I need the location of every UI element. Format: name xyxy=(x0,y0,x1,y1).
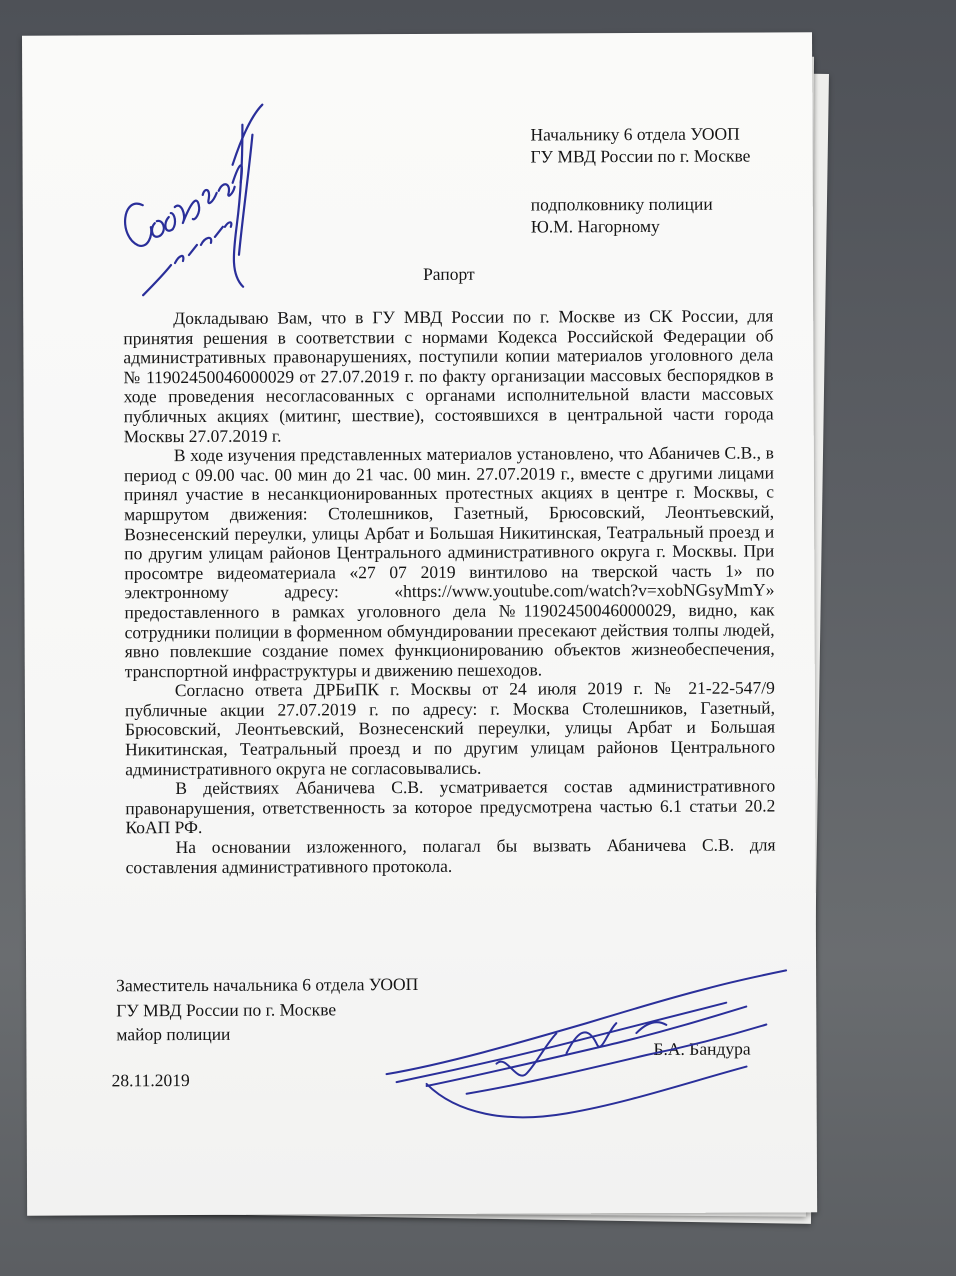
addressee-line: подполковнику полиции xyxy=(530,193,713,215)
body-paragraph: Согласно ответа ДРБиПК г. Москвы от 24 июля 2019 г. № 21-22-547/9 публичные акции 27.07.2019 г. по адресу: г. Москва Столешников, Газетный, Брюсовский, Леонтьевский, Вознесенский переулки, улицы Арбат и Большая Никитинская, Театральный проезд и по другим улицам районов Центрального административного округа не согласовывались. xyxy=(124,677,776,779)
body-paragraph: В ходе изучения представленных материалов установлено, что Абаничев С.В., в период с 09.00 час. 00 мин до 21 час. 00 мин. 27.07.2019 г., вместе с другими лицами принял участие в несанкционированных протестных акциях в центре г. Москвы, с маршрутом движения: Столешников, Газетный, Брюсовский, Леонтьевский, Вознесенский переулки, улицы Арбат и Большая Никитинская, Театральный проезд и по другим улицам районов Центрального административного округа г. Москвы. При просомтре видеоматериала «27 07 2019 винтилово на тверской часть 1» по электронному адресу: «https://www.youtube.com/watch?v=xobNGsyMmY» предоставленного в рамках уголовного дела №11902450046000029, видно, как сотрудники полиции в форменном обмундировании пресекают действия толпы людей, явно повлекшие создание помех функционированию объектов жизнеобеспечения, транспортной инфраструктуры и движению пешеходов. xyxy=(123,442,775,681)
addressee-block xyxy=(530,123,750,238)
signature xyxy=(366,962,807,1124)
body-paragraph: Докладываю Вам, что в ГУ МВД России по г. Москве из СК России, для принятия решения в соответствии с нормами Кодекса Российской Федерации об административных правонарушениях, поступили копии материалов уголовного дела № 11902450046000029 от 27.07.2019 г. по факту организации массовых беспорядков в ходе проведения несогласованных с органами исполнительной власти массовых публичных акциях (митинг, шествие), состоявшихся в центральной части города Москвы 27.07.2019 г. xyxy=(123,305,774,446)
document-body xyxy=(123,306,775,877)
handwritten-resolution xyxy=(112,95,273,296)
signatory-position: Заместитель начальника 6 отдела УООП xyxy=(116,974,419,996)
document-date: 28.11.2019 xyxy=(111,1070,190,1091)
body-paragraph: В действиях Абаничева С.В. усматривается состав административного правонарушения, ответственность за которое предусмотрена частью 6.1 статьи 20.2 КоАП РФ. xyxy=(125,775,776,838)
signatory-rank: майор полиции xyxy=(116,1023,231,1045)
document-title: Рапорт xyxy=(423,263,475,284)
signatory-position: ГУ МВД России по г. Москве xyxy=(116,998,337,1020)
addressee-line: ГУ МВД России по г. Москве xyxy=(530,145,751,167)
addressee-line: Начальнику 6 отдела УООП xyxy=(530,123,740,145)
addressee-line: Ю.М. Нагорному xyxy=(530,215,660,237)
signatory-name: Б.А. Бандура xyxy=(653,1038,751,1059)
document-page xyxy=(22,32,817,1215)
body-paragraph: На основании изложенного, полагал бы вызвать Абаничева С.В. для составления административного протокола. xyxy=(125,834,776,877)
